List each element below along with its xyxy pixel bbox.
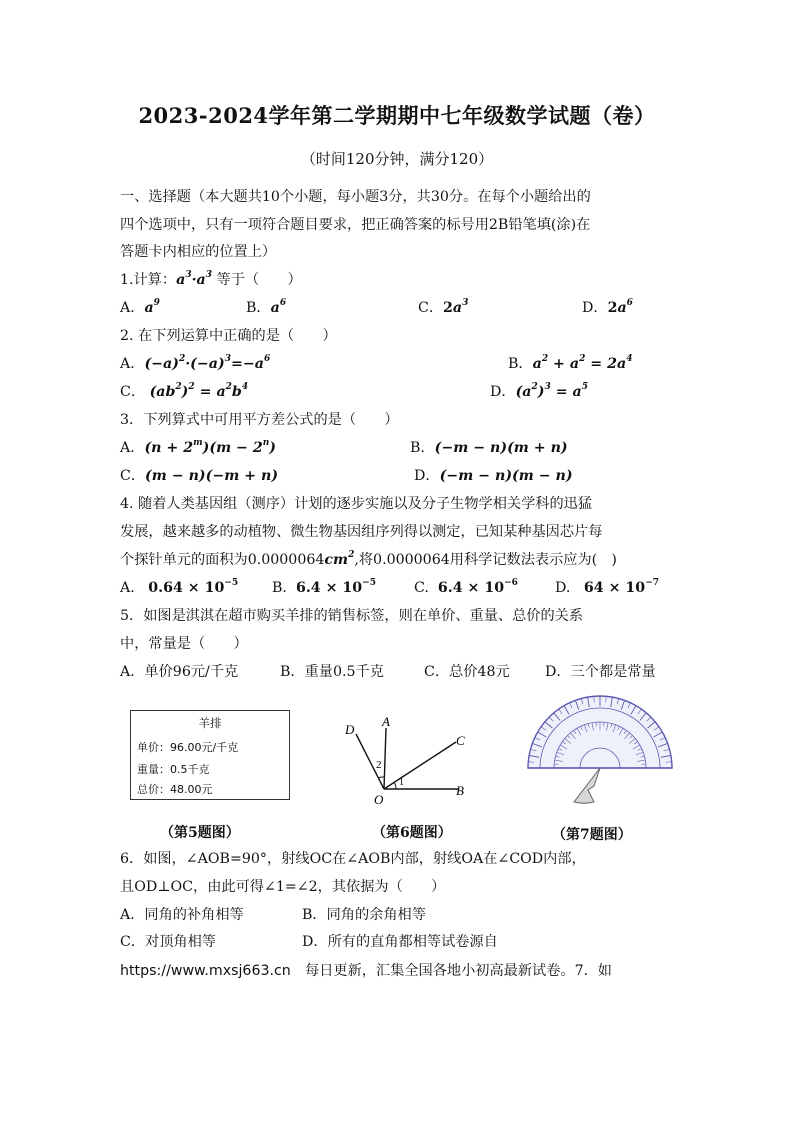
- price-tag-figure: [130, 710, 290, 800]
- q3-option-a: A．$(n + 2^m)(m - 2^n)$: [120, 438, 277, 456]
- caption-figure-5: （第5题图）: [160, 825, 240, 841]
- protractor-outer: [528, 696, 672, 768]
- section-intro-line-1: 一、选择题（本大题共10个小题，每小题3分，共30分。在每个小题给出的: [120, 189, 591, 205]
- caption-figure-6: （第6题图）: [372, 825, 452, 841]
- angle-2-arc: [378, 777, 384, 778]
- q4-option-b: B. $6.4 \times 10^{-5}$: [272, 578, 376, 596]
- footer-text: 每日更新，汇集全国各地小初高最新试卷。7．如: [290, 963, 612, 979]
- q3-option-c: C．(m − n)(−m + n): [120, 468, 279, 484]
- price-tag-title: 羊排: [198, 716, 222, 730]
- q6-option-b: B．同角的余角相等: [302, 907, 426, 923]
- label-c: C: [456, 733, 465, 748]
- ray-oa: [384, 728, 386, 789]
- q1-option-d: D．$2a^6$: [582, 298, 633, 316]
- q1-prefix: 1.计算：: [120, 272, 177, 288]
- angle-1-arc: [394, 782, 396, 789]
- price-tag-weight: 重量：0.5千克: [137, 763, 210, 776]
- caption-figure-7: （第7题图）: [552, 827, 632, 843]
- question-3-stem: 3．下列算式中可用平方差公式的是（ ）: [120, 412, 399, 428]
- question-6-line-2: 且OD⊥OC，由此可得∠1=∠2，其依据为（ ）: [120, 879, 446, 895]
- label-o: O: [374, 792, 384, 807]
- q2-option-b: B．$a^2 + a^2 = 2a^4$: [508, 354, 633, 372]
- section-intro-line-2: 四个选项中，只有一项符合题目要求，把正确答案的标号用2B铅笔填(涂)在: [120, 217, 591, 233]
- q2-option-c: C． $(ab^2)^2 = a^2b^4$: [120, 382, 249, 400]
- label-b: B: [456, 783, 464, 798]
- q3-option-b: B．(−m − n)(m + n): [410, 440, 568, 456]
- angle-figure: [336, 712, 486, 808]
- ray-oc: [384, 742, 456, 789]
- q5-option-c: C．总价48元: [424, 664, 510, 680]
- q6-option-d: D．所有的直角都相等试卷源自: [302, 934, 498, 950]
- protractor-figure: [520, 694, 680, 806]
- price-tag-total: 总价：48.00元: [137, 783, 213, 796]
- page-subtitle: （时间120分钟，满分120）: [300, 150, 494, 168]
- question-2-stem: 2. 在下列运算中正确的是（ ）: [120, 328, 337, 344]
- q5-option-b: B．重量0.5千克: [280, 664, 384, 680]
- question-5-line-2: 中，常量是（ ）: [120, 636, 248, 652]
- q4-option-c: C. $6.4 \times 10^{-6}$: [414, 578, 518, 596]
- question-5-line-1: 5．如图是淇淇在超市购买羊排的销售标签，则在单价、重量、总价的关系: [120, 608, 584, 624]
- question-6-line-1: 6．如图，∠AOB=90°，射线OC在∠AOB内部，射线OA在∠COD内部，: [120, 851, 586, 867]
- q2-option-d: D．$(a^2)^3 = a^5$: [490, 382, 588, 400]
- q4-option-a: A. $0.64 \times 10^{-5}$: [120, 578, 239, 596]
- q1-suffix: 等于（ ）: [216, 272, 302, 288]
- label-d: D: [345, 722, 355, 737]
- q1-option-b: B．$a^6$: [246, 298, 287, 316]
- q3-option-d: D．(−m − n)(m − n): [414, 468, 573, 484]
- section-intro-line-3: 答题卡内相应的位置上）: [120, 244, 277, 260]
- question-4-line-3: 个探针单元的面积为$0.0000064cm^2$,将0.0000064用科学记数法表示应为( ): [120, 550, 617, 568]
- q1-option-a: A．$a^9$: [120, 298, 160, 316]
- q5-option-a: A．单价96元/千克: [120, 664, 239, 680]
- footer-url[interactable]: https://www.mxsj663.cn: [120, 963, 291, 979]
- question-1-stem: [120, 271, 302, 289]
- question-4-line-2: 发展，越来越多的动植物、微生物基因组序列得以测定，已知某种基因芯片每: [120, 524, 603, 540]
- label-angle-1: 1: [399, 777, 404, 788]
- label-angle-2: 2: [376, 759, 382, 771]
- q1-option-c: C．$2a^3$: [418, 298, 469, 316]
- page-title: 2023-2024学年第二学期期中七年级数学试题（卷）: [138, 103, 656, 128]
- footer-line: [120, 960, 612, 980]
- question-4-line-1: 4. 随着人类基因组（测序）计划的逐步实施以及分子生物学相关学科的迅猛: [120, 496, 593, 512]
- angle-piece: [574, 768, 600, 803]
- q6-option-a: A．同角的补角相等: [120, 907, 244, 923]
- q4-option-d: D. $64 \times 10^{-7}$: [555, 578, 659, 596]
- q5-option-d: D．三个都是常量: [545, 664, 656, 680]
- q1-expression: $a^3\cdot a^3$: [176, 270, 212, 288]
- label-a: A: [382, 714, 390, 729]
- price-tag-unit-price: 单价：96.00元/千克: [137, 741, 239, 754]
- q6-option-c: C．对顶角相等: [120, 934, 216, 950]
- q2-option-a: A．$(-a)^2\cdot(-a)^3=-a^6$: [120, 354, 271, 372]
